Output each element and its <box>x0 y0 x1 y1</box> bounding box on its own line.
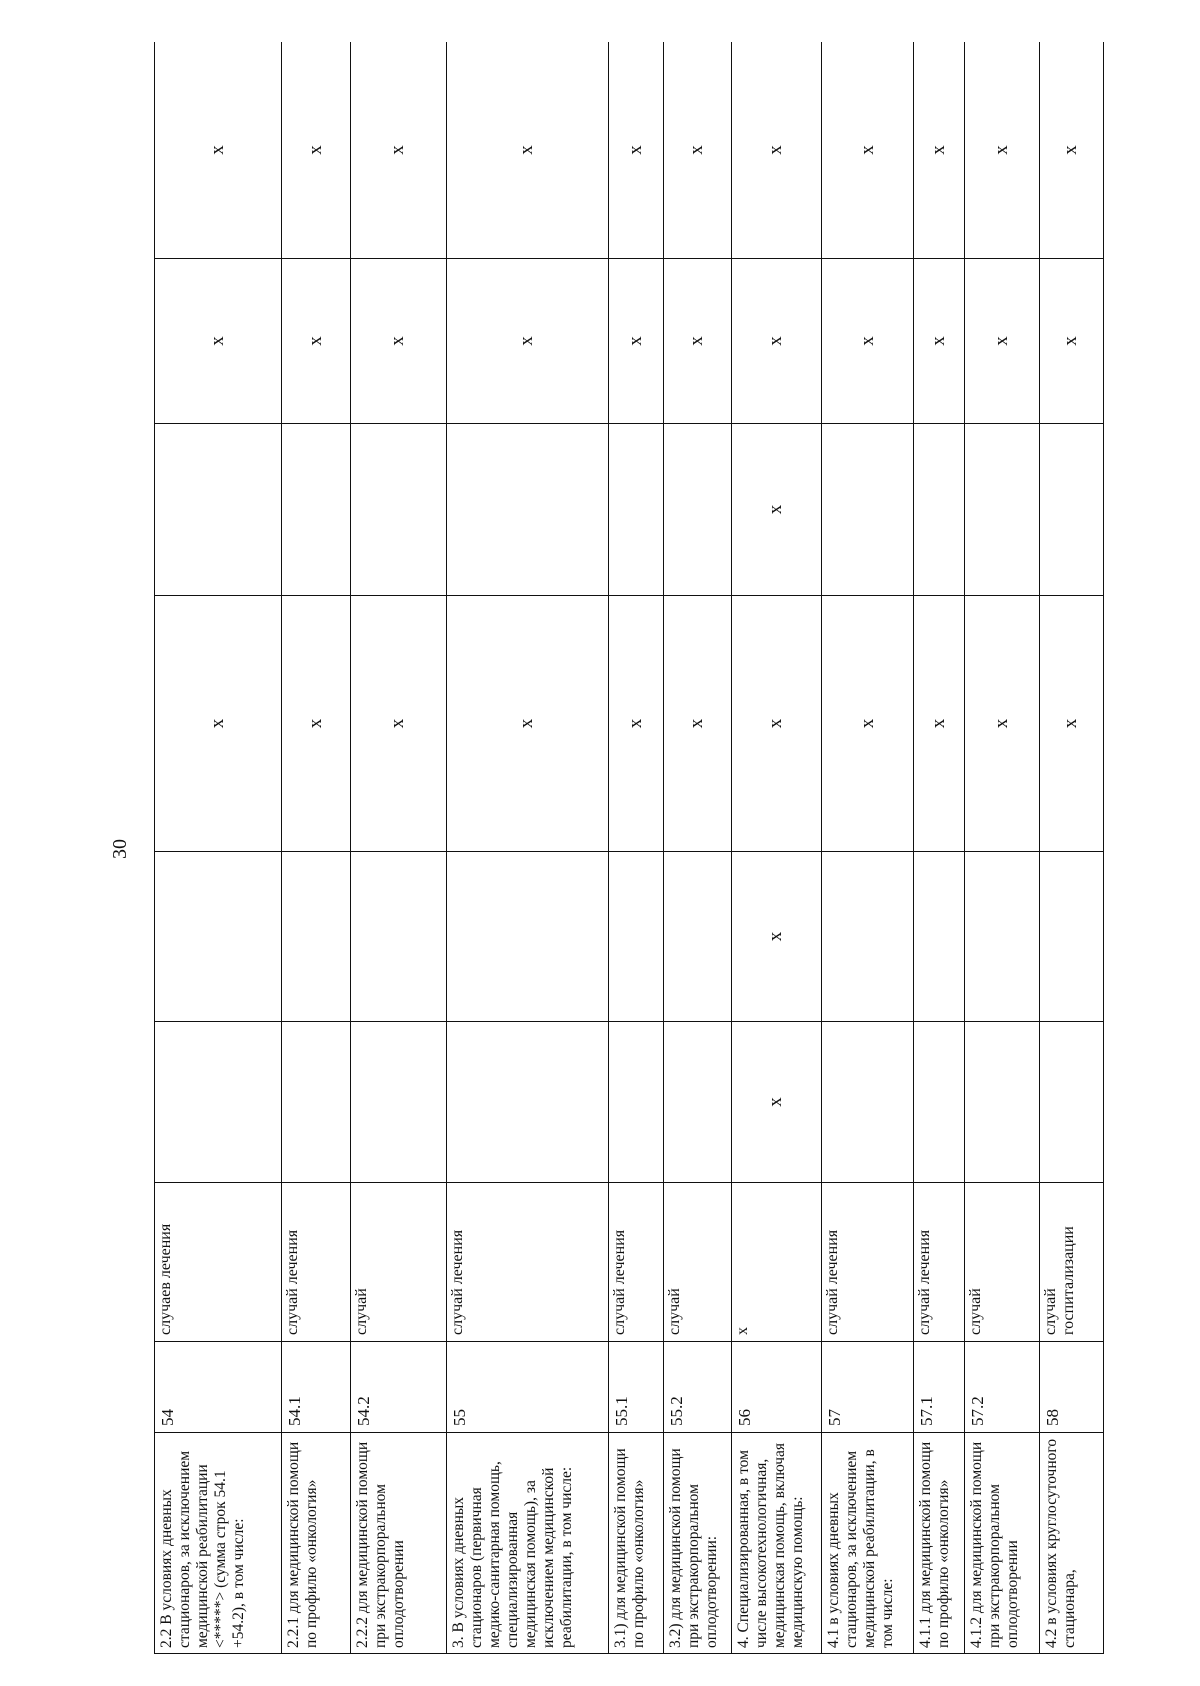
table-row <box>609 42 664 1654</box>
cell-col5: x <box>822 259 914 424</box>
row-unit: случай госпитализации <box>1039 1183 1103 1342</box>
cell-col5: x <box>964 259 1039 424</box>
table-row <box>822 42 914 1654</box>
cell-col5: x <box>350 259 446 424</box>
cell-col7: x <box>282 42 350 259</box>
cell-col5: x <box>1039 259 1103 424</box>
cell-col7: x <box>1039 42 1103 259</box>
row-code: 55 <box>446 1342 608 1433</box>
table-row <box>350 42 446 1654</box>
cell-col1 <box>350 1022 446 1183</box>
row-unit: случай <box>664 1183 731 1342</box>
cell-col3: x <box>282 596 350 852</box>
table-row <box>664 42 731 1654</box>
table-viewport <box>154 42 1104 1654</box>
row-name: 3. В условиях дневных стационаров (первичная медико-санитарная помощь, специализированная медицинская помощь), за исключением медицинской реабилитации, в том числе: <box>446 1433 608 1654</box>
cell-col2 <box>913 852 964 1022</box>
row-name: 3.1) для медицинской помощи по профилю «онкология» <box>609 1433 664 1654</box>
row-name: 4.1 в условиях дневных стационаров, за исключением медицинской реабилитации, в том числе: <box>822 1433 914 1654</box>
cell-col5: x <box>731 259 822 424</box>
cell-col4 <box>609 424 664 596</box>
cell-col7: x <box>446 42 608 259</box>
cell-col4 <box>1039 424 1103 596</box>
table-row <box>964 42 1039 1654</box>
row-unit: случай лечения <box>913 1183 964 1342</box>
row-unit: случаев лечения <box>155 1183 282 1342</box>
page-number: 30 <box>109 839 131 859</box>
cell-col4 <box>964 424 1039 596</box>
cell-col5: x <box>282 259 350 424</box>
row-name: 2.2.2 для медицинской помощи при экстракорпоральном оплодотворении <box>350 1433 446 1654</box>
table-row <box>446 42 608 1654</box>
cell-col1 <box>1039 1022 1103 1183</box>
cell-col7: x <box>155 42 282 259</box>
cell-col1 <box>913 1022 964 1183</box>
cell-col2 <box>282 852 350 1022</box>
row-code: 55.2 <box>664 1342 731 1433</box>
cell-col7: x <box>964 42 1039 259</box>
cell-col1 <box>822 1022 914 1183</box>
cell-col3: x <box>609 596 664 852</box>
row-code: 57.2 <box>964 1342 1039 1433</box>
cell-col3: x <box>822 596 914 852</box>
row-code: 57.1 <box>913 1342 964 1433</box>
row-name: 4.1.2 для медицинской помощи при экстракорпоральном оплодотворении <box>964 1433 1039 1654</box>
row-unit: x <box>731 1183 822 1342</box>
row-unit: случай лечения <box>282 1183 350 1342</box>
row-name: 4.1.1 для медицинской помощи по профилю «онкология» <box>913 1433 964 1654</box>
cell-col2 <box>822 852 914 1022</box>
cell-col7: x <box>609 42 664 259</box>
cell-col7: x <box>913 42 964 259</box>
row-code: 54.2 <box>350 1342 446 1433</box>
cell-col3: x <box>1039 596 1103 852</box>
cell-col3: x <box>155 596 282 852</box>
cell-col5: x <box>913 259 964 424</box>
cell-col7: x <box>731 42 822 259</box>
row-unit: случай <box>964 1183 1039 1342</box>
cell-col4 <box>822 424 914 596</box>
row-name: 4. Специализированная, в том числе высокотехнологичная, медицинская помощь, включая медицинскую помощь: <box>731 1433 822 1654</box>
row-code: 54.1 <box>282 1342 350 1433</box>
cell-col7: x <box>350 42 446 259</box>
cell-col3: x <box>664 596 731 852</box>
row-code: 56 <box>731 1342 822 1433</box>
cell-col1 <box>664 1022 731 1183</box>
cell-col4: x <box>731 424 822 596</box>
cell-col1 <box>155 1022 282 1183</box>
row-code: 58 <box>1039 1342 1103 1433</box>
table-row <box>731 42 822 1654</box>
cell-col4 <box>155 424 282 596</box>
row-name: 2.2.1 для медицинской помощи по профилю «онкология» <box>282 1433 350 1654</box>
cell-col7: x <box>664 42 731 259</box>
cell-col4 <box>664 424 731 596</box>
cell-col5: x <box>155 259 282 424</box>
cell-col5: x <box>664 259 731 424</box>
cell-col1: x <box>731 1022 822 1183</box>
cell-col2 <box>609 852 664 1022</box>
row-name: 3.2) для медицинской помощи при экстракорпоральном оплодотворении: <box>664 1433 731 1654</box>
cell-col2 <box>155 852 282 1022</box>
rotated-table-container <box>154 42 1104 1654</box>
cell-col4 <box>913 424 964 596</box>
cell-col5: x <box>609 259 664 424</box>
row-code: 54 <box>155 1342 282 1433</box>
cell-col2 <box>964 852 1039 1022</box>
table-row <box>282 42 350 1654</box>
table-row <box>1039 42 1103 1654</box>
cell-col1 <box>282 1022 350 1183</box>
cell-col3: x <box>913 596 964 852</box>
cell-col3: x <box>446 596 608 852</box>
data-table <box>154 42 1104 1654</box>
cell-col3: x <box>731 596 822 852</box>
cell-col2: x <box>731 852 822 1022</box>
cell-col5: x <box>446 259 608 424</box>
cell-col2 <box>350 852 446 1022</box>
cell-col4 <box>446 424 608 596</box>
row-unit: случай <box>350 1183 446 1342</box>
row-name: 4.2 в условиях круглосуточного стационара, <box>1039 1433 1103 1654</box>
cell-col2 <box>664 852 731 1022</box>
table-row <box>155 42 282 1654</box>
row-unit: случай лечения <box>822 1183 914 1342</box>
cell-col1 <box>446 1022 608 1183</box>
cell-col3: x <box>350 596 446 852</box>
row-code: 57 <box>822 1342 914 1433</box>
row-unit: случай лечения <box>446 1183 608 1342</box>
row-unit: случай лечения <box>609 1183 664 1342</box>
cell-col1 <box>964 1022 1039 1183</box>
cell-col3: x <box>964 596 1039 852</box>
row-name: 2.2 В условиях дневных стационаров, за исключением медицинской реабилитации <*****> (сумма строк 54.1 +54.2), в том числе: <box>155 1433 282 1654</box>
cell-col1 <box>609 1022 664 1183</box>
cell-col7: x <box>822 42 914 259</box>
cell-col2 <box>1039 852 1103 1022</box>
cell-col4 <box>350 424 446 596</box>
table-row <box>913 42 964 1654</box>
cell-col4 <box>282 424 350 596</box>
row-code: 55.1 <box>609 1342 664 1433</box>
cell-col2 <box>446 852 608 1022</box>
